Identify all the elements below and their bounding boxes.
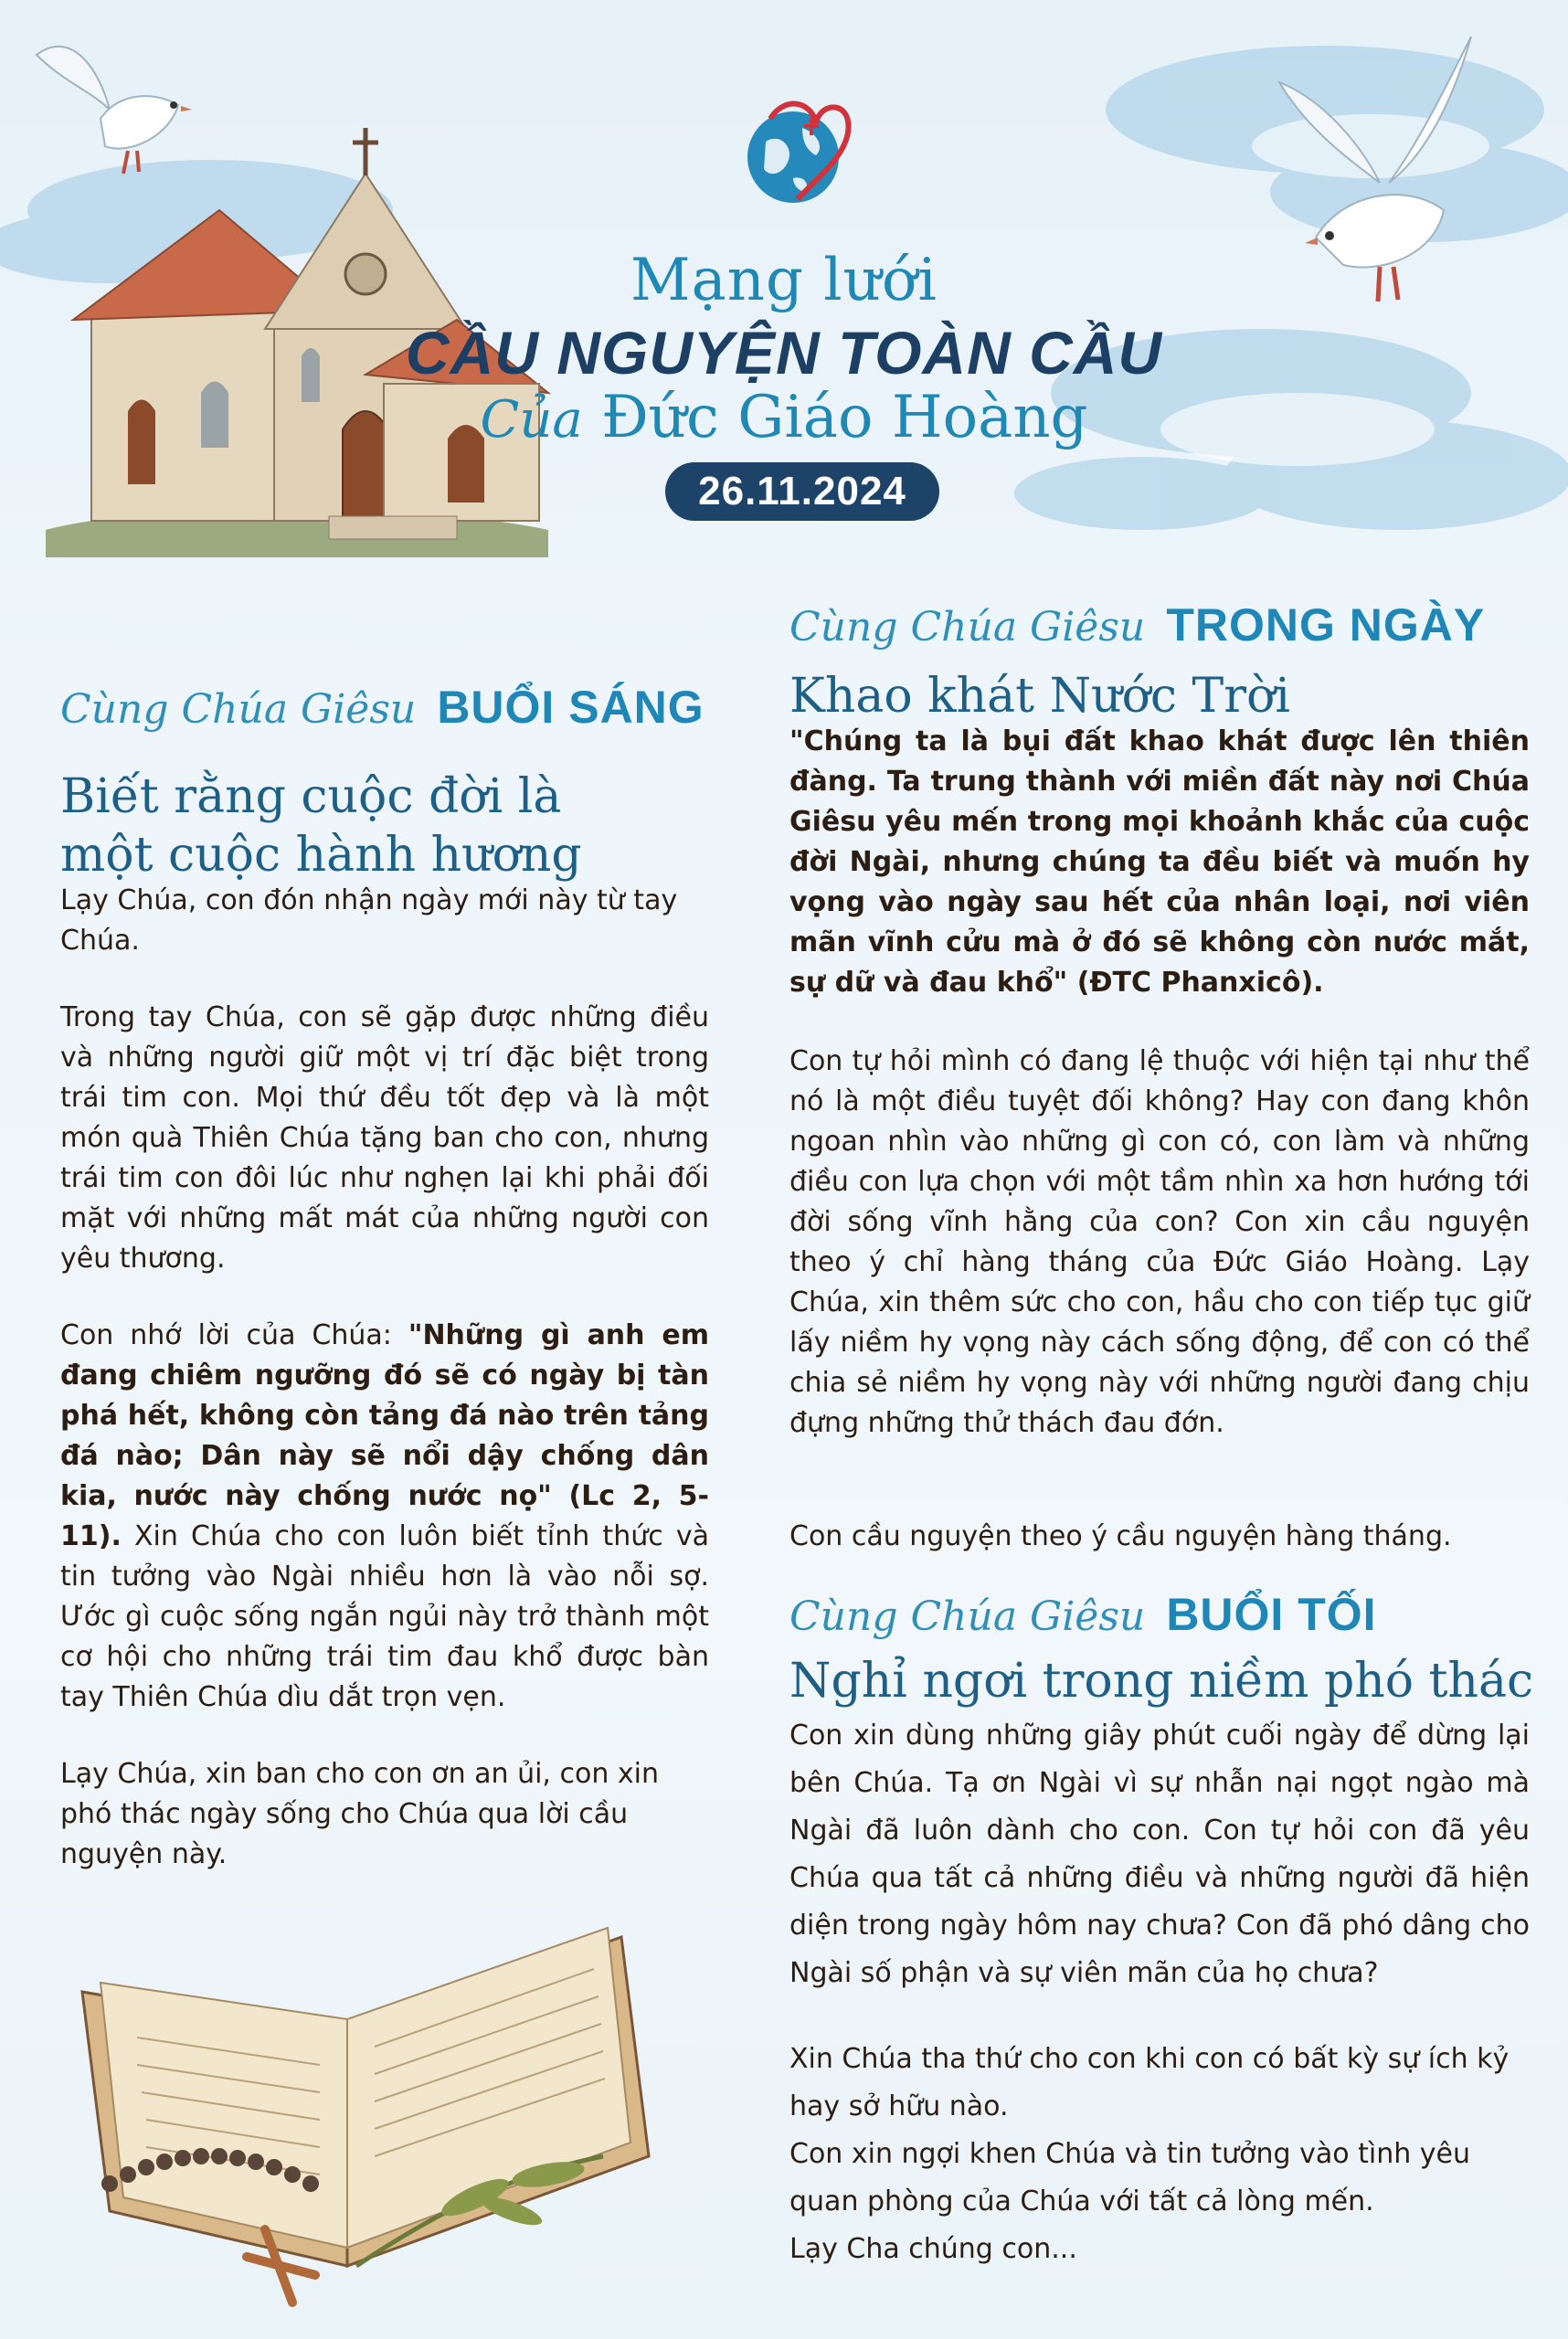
day-caps: TRONG NGÀY	[1166, 599, 1486, 651]
morning-p3-intro: Con nhớ lời của Chúa:	[60, 1319, 408, 1351]
morning-p3-quote: "Những gì anh em đang chiêm ngưỡng đó sẽ có ngày bị tàn phá hết, không còn tảng đá nào trên tảng đá nào; Dân này sẽ nổi dậy chống dân kia, nước này chống nước nọ"	[60, 1319, 709, 1512]
date-badge: 26.11.2024	[665, 462, 939, 521]
title-line1: Mạng lưới	[630, 247, 938, 314]
evening-p2: Xin Chúa tha thứ cho con khi con có bất kỳ sự ích kỷ hay sở hữu nào.	[789, 2043, 1510, 2122]
morning-caps: BUỔI SÁNG	[437, 682, 705, 733]
morning-p3-rest: Xin Chúa cho con luôn biết tỉnh thức và tin tưởng vào Ngài nhiều hơn là vào nỗi sợ. Ước gì cuộc sống ngắn ngủi này trở thành một cơ hội cho những trái tim đau khổ được bàn tay Thiên Chúa dìu dắt trọn vẹn.	[60, 1520, 709, 1713]
network-logo-icon	[738, 91, 857, 210]
evening-header	[789, 1588, 1377, 1641]
morning-p3	[60, 1316, 709, 1718]
title-line3	[0, 384, 1568, 451]
morning-header	[60, 681, 705, 734]
title-line3-prefix: Của	[480, 390, 583, 450]
day-header	[789, 598, 1485, 651]
day-quote	[789, 722, 1530, 1003]
morning-p2: Trong tay Chúa, con sẽ gặp được những điều và những người giữ một vị trí đặc biệt trong trái tim con. Mọi thứ đều tốt đẹp và là một món quà Thiên Chúa tặng ban cho con, nhưng trái tim con đôi lúc như nghẹn lại khi phải đối mặt với những mất mát của những người con yêu thương.	[60, 1001, 709, 1275]
title-line3-main: Đức Giáo Hoàng	[601, 384, 1088, 451]
morning-subtitle: Biết rằng cuộc đời là một cuộc hành hương	[60, 769, 582, 883]
day-script: Cùng Chúa Giêsu	[789, 604, 1146, 651]
evening-caps: BUỔI TỐI	[1166, 1589, 1377, 1640]
evening-p4: Lạy Cha chúng con...	[789, 2233, 1077, 2265]
evening-p1: Con xin dùng những giây phút cuối ngày để dừng lại bên Chúa. Tạ ơn Ngài vì sự nhẫn nại ngọt ngào mà Ngài đã luôn dành cho con. Con tự hỏi con đã yêu Chúa qua tất cả những điều và những người đã hiện diện trong ngày hôm nay chưa? Con đã phó dâng cho Ngài số phận và sự viên mãn của họ chưa?	[789, 1720, 1530, 1989]
morning-p4: Lạy Chúa, xin ban cho con ơn an ủi, con xin phó thác ngày sống cho Chúa qua lời cầu nguyện này.	[60, 1758, 659, 1870]
day-quote-text: "Chúng ta là bụi đất khao khát được lên thiên đàng. Ta trung thành với miền đất này nơi Chúa Giêsu yêu mến trong mọi khoảnh khắc của cuộc đời Ngài, nhưng chúng ta đều biết và muốn hy vọng vào ngày sau hết của nhân loại, nơi viên mãn vĩnh cửu mà ở đó sẽ không còn nước mắt, sự dữ và đau khổ" (ĐTC Phanxicô).	[789, 725, 1530, 999]
morning-script: Cùng Chúa Giêsu	[60, 686, 417, 733]
evening-subtitle: Nghỉ ngơi trong niềm phó thác	[789, 1654, 1534, 1709]
day-p2: Con tự hỏi mình có đang lệ thuộc với hiện tại như thể nó là một điều tuyệt đối không? Hay con đang khôn ngoan nhìn vào những gì con có, con làm và những điều con lựa chọn với một tầm nhìn xa hơn hướng tới đời sống vĩnh hằng của con? Con xin cầu nguyện theo ý chỉ hàng tháng của Đức Giáo Hoàng. Lạy Chúa, xin thêm sức cho con, hầu cho con tiếp tục giữ lấy niềm hy vọng này cách sống động, để con có thể chia sẻ niềm hy vọng này với những người đang chịu đựng những thử thách đau đớn.	[789, 1045, 1530, 1439]
morning-p1: Lạy Chúa, con đón nhận ngày mới này từ tay Chúa.	[60, 884, 678, 957]
evening-script: Cùng Chúa Giêsu	[789, 1593, 1146, 1640]
title-line2: CẦU NGUYỆN TOÀN CẦU	[405, 319, 1163, 386]
evening-p3: Con xin ngợi khen Chúa và tin tưởng vào tình yêu quan phòng của Chúa với tất cả lòng mến.	[789, 2138, 1471, 2217]
day-p3: Con cầu nguyện theo ý cầu nguyện hàng tháng.	[789, 1520, 1452, 1552]
morning-p3-ref: (Lc 2, 5-11).	[60, 1480, 709, 1552]
day-subtitle: Khao khát Nước Trời	[789, 669, 1291, 724]
bible-illustration	[55, 1882, 676, 2321]
